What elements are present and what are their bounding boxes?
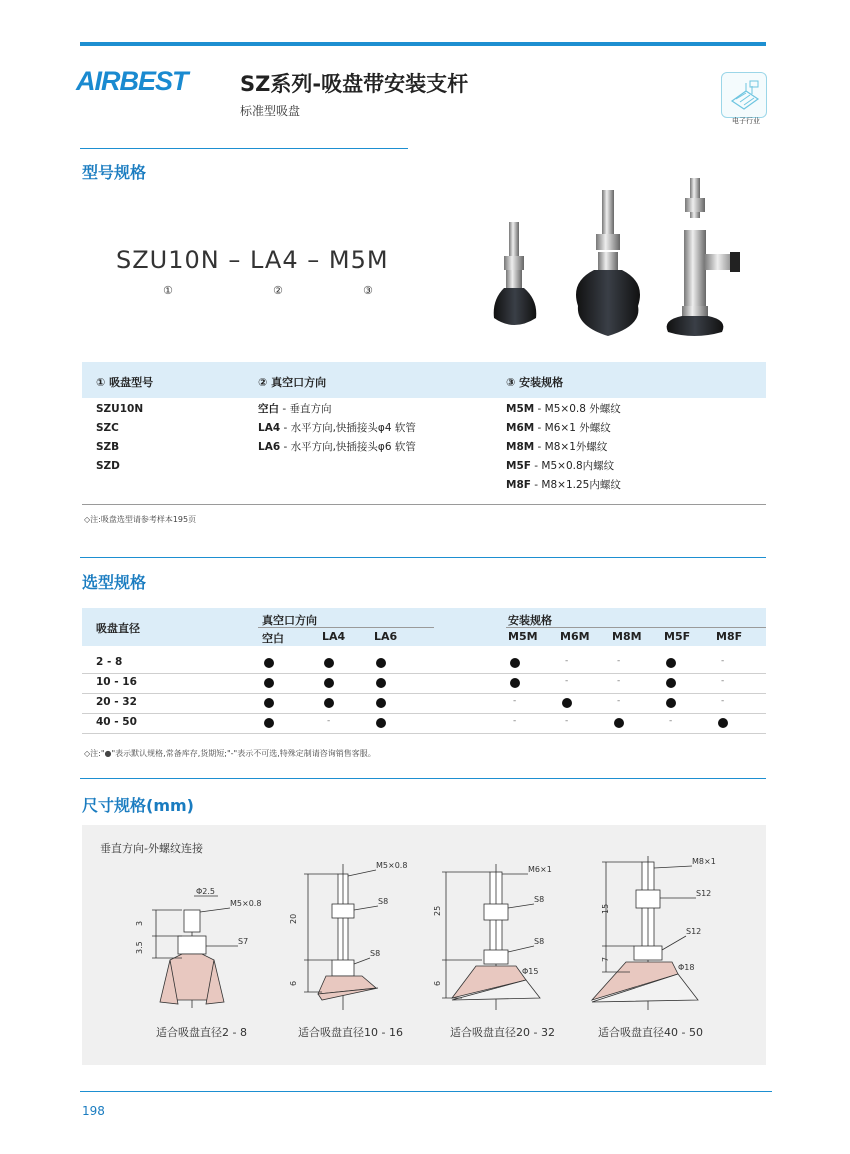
mount-available-dot — [666, 678, 676, 688]
brand-logo: AIRBEST — [76, 66, 188, 96]
table-row-rule — [82, 733, 766, 734]
dimension-subtitle: 垂直方向-外螺纹连接 — [100, 842, 203, 855]
mount-unavailable-dash: - — [617, 696, 621, 706]
vacuum-available-dot — [324, 678, 334, 688]
mount-unavailable-dash: - — [617, 676, 621, 686]
mount-unavailable-dash: - — [565, 676, 569, 686]
dimension-section-title: 尺寸规格(mm) — [82, 796, 194, 815]
mount-unavailable-dash: - — [513, 716, 517, 726]
mount-unavailable-dash: - — [669, 716, 673, 726]
table-bottom-rule — [82, 504, 766, 505]
mount-available-dot — [562, 698, 572, 708]
drawing-caption-1: 适合吸盘直径2 - 8 — [156, 1026, 247, 1039]
marker-1: ① — [163, 284, 173, 297]
industry-label: 电子行业 — [732, 117, 760, 125]
vacuum-col-header: LA4 — [322, 630, 346, 643]
table-row-label: 20 - 32 — [96, 696, 137, 708]
drawing-20-32 — [433, 864, 552, 1010]
list-item: M8F - M8×1.25内螺纹 — [506, 479, 621, 491]
mount-group-header: 安装规格 — [508, 614, 552, 627]
svg-text:15: 15 — [601, 903, 610, 914]
drawing-caption-3: 适合吸盘直径20 - 32 — [450, 1026, 555, 1039]
vacuum-group-header: 真空口方向 — [262, 614, 317, 627]
page-number: 198 — [82, 1104, 105, 1118]
vacuum-available-dot — [324, 698, 334, 708]
vacuum-available-dot — [376, 678, 386, 688]
vacuum-available-dot — [264, 718, 274, 728]
selection-note: ◇注:"●"表示默认规格,常备库存,货期短;"-"表示不可选,特殊定制请咨询销售客服。 — [84, 749, 376, 758]
section-rule — [80, 778, 766, 779]
table-row-label: 10 - 16 — [96, 676, 137, 688]
list-item: 空白 - 垂直方向 — [258, 403, 332, 415]
svg-text:S8: S8 — [370, 949, 381, 958]
list-item: M5F - M5×0.8内螺纹 — [506, 460, 615, 472]
electronics-industry-icon — [721, 72, 767, 118]
mount-col-header: M5M — [508, 630, 538, 643]
svg-text:6: 6 — [289, 980, 298, 986]
vacuum-available-dot — [376, 718, 386, 728]
mount-available-dot — [718, 718, 728, 728]
model-note: ◇注:吸盘选型请参考样本195页 — [84, 515, 197, 524]
list-item: M5M - M5×0.8 外螺纹 — [506, 403, 621, 415]
svg-text:S12: S12 — [686, 927, 702, 936]
list-item: M6M - M6×1 外螺纹 — [506, 422, 611, 434]
spec-table-header — [82, 362, 766, 398]
drawing-caption-4: 适合吸盘直径40 - 50 — [598, 1026, 703, 1039]
spec-col-header-3: ③ 安装规格 — [506, 376, 564, 389]
mount-available-dot — [510, 678, 520, 688]
svg-text:Φ15: Φ15 — [522, 967, 539, 976]
vacuum-available-dot — [376, 698, 386, 708]
svg-text:3: 3 — [135, 920, 144, 926]
vacuum-unavailable-dash: - — [327, 716, 331, 726]
vacuum-available-dot — [264, 658, 274, 668]
table-row-rule — [82, 673, 766, 674]
vacuum-col-header: 空白 — [262, 632, 284, 645]
drawing-40-50 — [592, 856, 716, 1010]
list-item: M8M - M8×1外螺纹 — [506, 441, 608, 453]
product-photos — [478, 170, 768, 350]
table-row-rule — [82, 693, 766, 694]
list-item: LA6 - 水平方向,快插接头φ6 软管 — [258, 441, 416, 453]
svg-text:7: 7 — [601, 956, 610, 962]
mount-col-header: M8M — [612, 630, 642, 643]
list-item: SZU10N — [96, 403, 144, 415]
mount-unavailable-dash: - — [513, 696, 517, 706]
page-subtitle: 标准型吸盘 — [240, 104, 301, 118]
vacuum-direction-list — [258, 400, 416, 457]
page-title: SZ系列-吸盘带安装支杆 — [240, 72, 469, 96]
dimension-drawings — [82, 850, 766, 1020]
svg-text:S8: S8 — [378, 897, 389, 906]
mount-col-header: M8F — [716, 630, 743, 643]
svg-text:3.5: 3.5 — [135, 941, 144, 954]
drawing-caption-2: 适合吸盘直径10 - 16 — [298, 1026, 403, 1039]
section-rule — [80, 148, 408, 149]
svg-text:S8: S8 — [534, 895, 545, 904]
mount-available-dot — [666, 698, 676, 708]
table-row-label: 40 - 50 — [96, 716, 137, 728]
svg-text:Φ2.5: Φ2.5 — [196, 887, 216, 896]
model-code: SZU10N – LA4 – M5M — [116, 246, 389, 274]
mount-spec-list — [506, 400, 621, 495]
mount-unavailable-dash: - — [565, 656, 569, 666]
mount-unavailable-dash: - — [721, 656, 725, 666]
diameter-col-header: 吸盘直径 — [96, 622, 140, 635]
model-section-title: 型号规格 — [82, 163, 147, 182]
vacuum-available-dot — [376, 658, 386, 668]
svg-text:S7: S7 — [238, 937, 249, 946]
list-item: SZB — [96, 441, 120, 453]
top-rule — [80, 42, 766, 46]
vacuum-available-dot — [264, 678, 274, 688]
section-rule — [80, 557, 766, 558]
vacuum-col-header: LA6 — [374, 630, 398, 643]
list-item: LA4 - 水平方向,快插接头φ4 软管 — [258, 422, 416, 434]
cup-model-list — [96, 400, 143, 476]
mount-unavailable-dash: - — [565, 716, 569, 726]
mount-available-dot — [510, 658, 520, 668]
list-item: SZD — [96, 460, 120, 472]
spec-col-header-2: ② 真空口方向 — [258, 376, 327, 389]
product-small — [494, 222, 537, 325]
svg-text:M5×0.8: M5×0.8 — [230, 899, 262, 908]
svg-text:S12: S12 — [696, 889, 712, 898]
svg-text:20: 20 — [289, 913, 298, 924]
selection-section-title: 选型规格 — [82, 573, 147, 592]
mount-col-header: M5F — [664, 630, 691, 643]
svg-text:Φ18: Φ18 — [678, 963, 695, 972]
svg-text:25: 25 — [433, 905, 442, 916]
table-row-rule — [82, 713, 766, 714]
svg-text:6: 6 — [433, 980, 442, 986]
mount-available-dot — [666, 658, 676, 668]
table-row-label: 2 - 8 — [96, 656, 123, 668]
svg-text:S8: S8 — [534, 937, 545, 946]
marker-3: ③ — [363, 284, 373, 297]
mount-unavailable-dash: - — [617, 656, 621, 666]
drawing-10-16 — [289, 861, 407, 1010]
group-rule — [506, 627, 766, 628]
product-medium — [576, 190, 640, 336]
svg-text:M8×1: M8×1 — [692, 857, 716, 866]
spec-col-header-1: ① 吸盘型号 — [96, 376, 154, 389]
svg-text:M5×0.8: M5×0.8 — [376, 861, 408, 870]
marker-2: ② — [273, 284, 283, 297]
drawing-2-8 — [135, 887, 261, 1008]
mount-col-header: M6M — [560, 630, 590, 643]
mount-available-dot — [614, 718, 624, 728]
mount-unavailable-dash: - — [721, 676, 725, 686]
vacuum-available-dot — [264, 698, 274, 708]
group-rule — [258, 627, 434, 628]
bottom-rule — [80, 1091, 772, 1092]
vacuum-available-dot — [324, 658, 334, 668]
mount-unavailable-dash: - — [721, 696, 725, 706]
product-elbow — [667, 178, 740, 336]
list-item: SZC — [96, 422, 119, 434]
svg-text:M6×1: M6×1 — [528, 865, 552, 874]
